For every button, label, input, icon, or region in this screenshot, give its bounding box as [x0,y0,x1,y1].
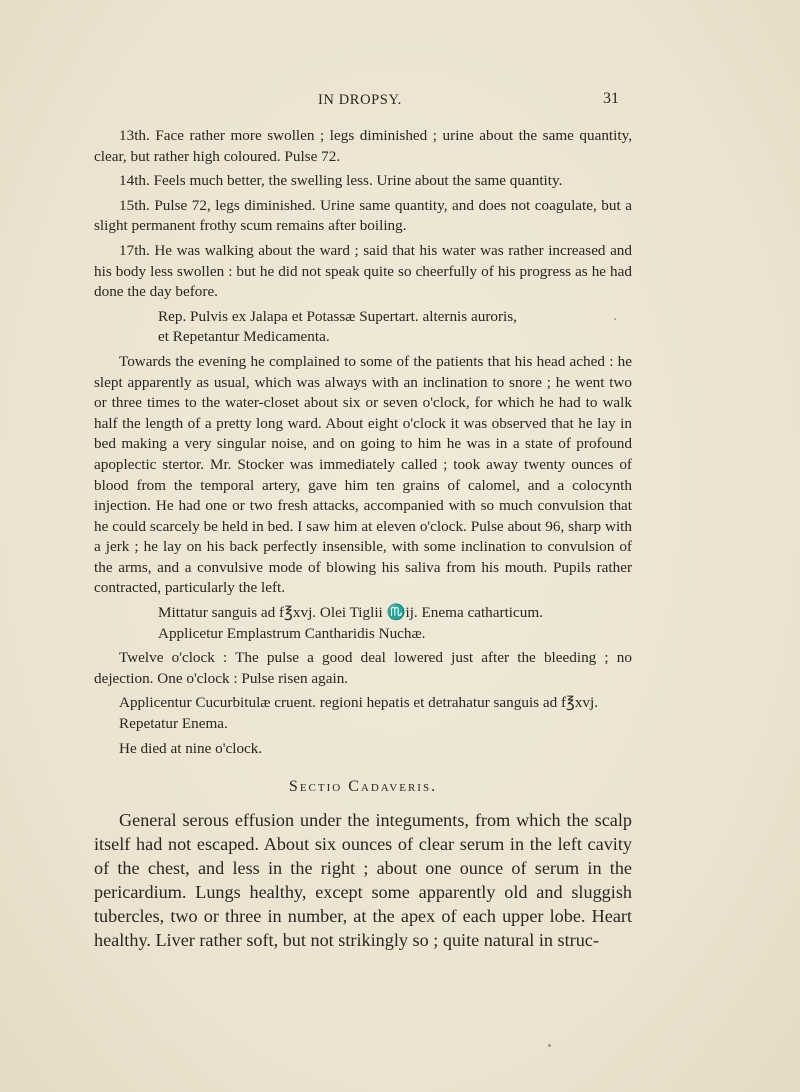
prescription-line: Rep. Pulvis ex Jalapa et Potassæ Supertart. alternis auroris, [158,307,517,325]
death-note: He died at nine o'clock. [119,739,263,757]
body-text [94,126,632,952]
prescription-2 [94,603,632,644]
prescription-line: et Repetantur Medicamenta. [158,328,330,346]
prescription-3 [94,693,632,734]
evening-paragraph: Towards the evening he complained to some of the patients that his head ached : he slept apparently as usual, which was always with an inclination to snore ; he went two or three times to the water-closet about six or seven o'clock, for which he had to walk half the length of a pretty long ward. About eight o'clock it was observed that he lay in bed making a very singular noise, and on going to him he was in a state of profound apoplectic stertor. Mr. Stocker was immediately called ; took away twenty ounces of blood from the temporal artery, gave him ten grains of calomel, and a colocynth injection. He had one or two fresh attacks, accompanied with so much convulsion that he could scarcely be held in bed. I saw him at eleven o'clock. Pulse about 96, sharp with a jerk ; he lay on his back perfectly insensible, with some inclination to convulsion of the arms, and a convulsive mode of blowing his saliva from his mouth. Pupils rather contracted, particularly the left. [94,352,632,597]
case-entry-17th: 17th. He was walking about the ward ; said that his water was rather increased and his body less swollen : but he did not speak quite so cheerfully of his progress as he had done the day before. [94,241,632,301]
paper-speck [548,1044,551,1047]
paper-speck [614,318,616,320]
page-number: 31 [603,90,619,107]
midnight-paragraph: Twelve o'clock : The pulse a good deal lowered just after the bleeding ; no dejection. One o'clock : Pulse risen again. [94,649,632,687]
case-entry-15th: 15th. Pulse 72, legs diminished. Urine same quantity, and does not coagulate, but a slight permanent frothy scum remains after boiling. [94,196,632,235]
prescription-1 [94,307,632,348]
section-title: Sectio Cadaveris. [288,778,438,796]
case-entry-13th: 13th. Face rather more swollen ; legs diminished ; urine about the same quantity, clear, but rather high coloured. Pulse 72. [94,127,632,165]
prescription-line: Repetatur Enema. [119,715,228,733]
prescription-line: Mittatur sanguis ad f℥xvj. Olei Tiglii ♏ij. Enema catharticum. [158,604,543,622]
case-entry-14th: 14th. Feels much better, the swelling less. Urine about the same quantity. [119,172,563,190]
prescription-line: Applicetur Emplastrum Cantharidis Nuchæ. [158,624,426,642]
autopsy-paragraph: General serous effusion under the integuments, from which the scalp itself had not escaped. About six ounces of clear serum in the left cavity of the chest, and less in the right ; about one ounce of serum in the pericardium. Lungs healthy, except some apparently old and sluggish tubercles, two or three in number, at the apex of each upper lobe. Heart healthy. Liver rather soft, but not strikingly so ; quite natural in struc- [94,809,632,950]
running-head: IN DROPSY. [318,92,402,108]
prescription-line: Applicentur Cucurbitulæ cruent. regioni hepatis et detrahatur sanguis ad f℥xvj. [119,694,599,712]
